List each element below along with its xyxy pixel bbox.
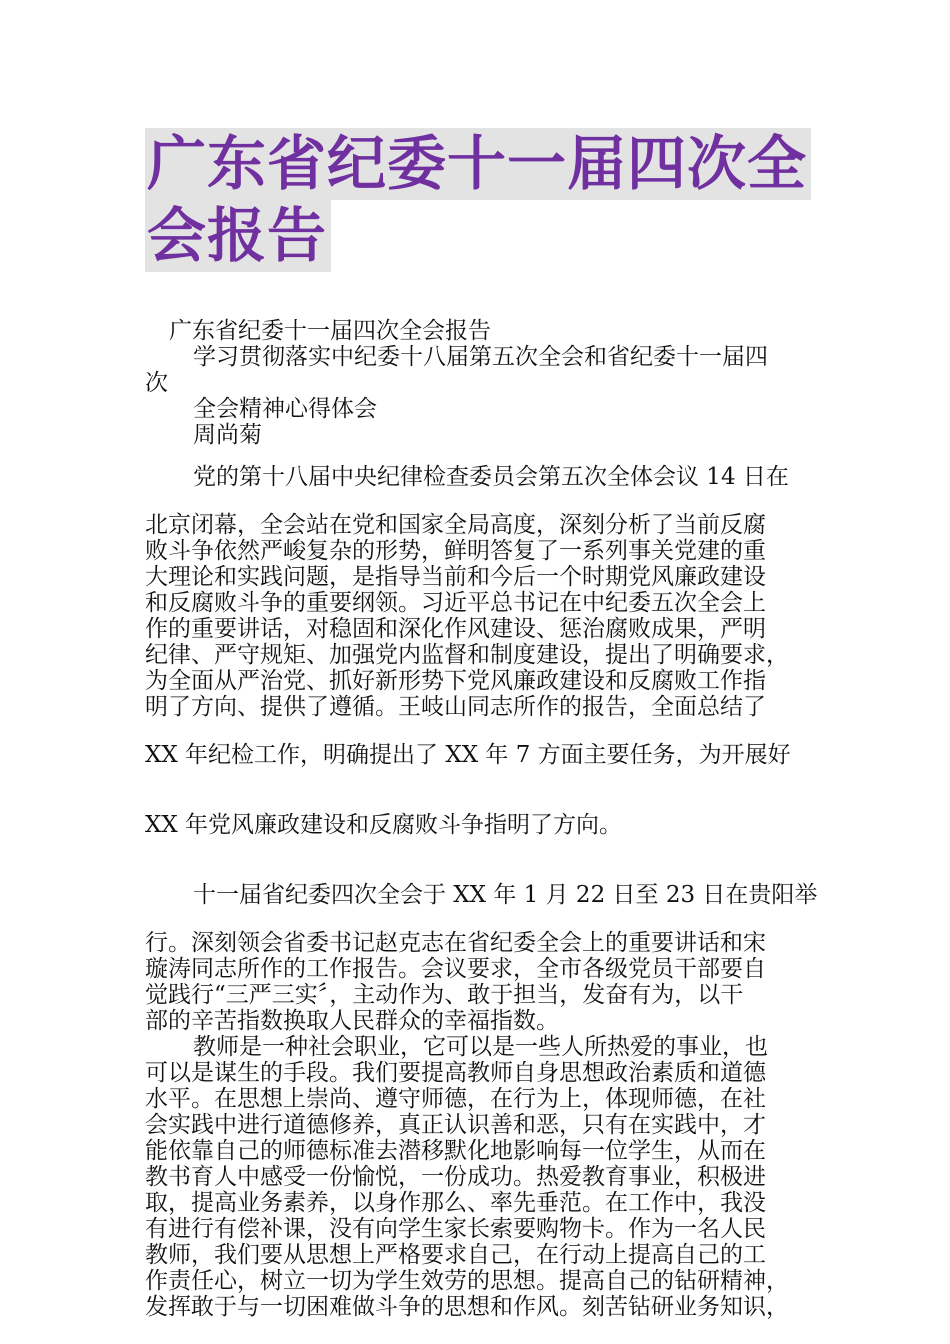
paragraph-line: 作的重要讲话，对稳固和深化作风建设、惩治腐败成果，严明 [145, 616, 766, 642]
paragraph-line: 觉践行“三严三实〞，主动作为、敢于担当，发奋有为，以干 [145, 982, 744, 1008]
paragraph-line: 可以是谋生的手段。我们要提高教师自身思想政治素质和道德 [145, 1060, 766, 1086]
paragraph-line: 大理论和实践问题，是指导当前和今后一个时期党风廉政建设 [145, 564, 766, 590]
heading-line: 学习贯彻落实中纪委十八届第五次全会和省纪委十一届四 [193, 344, 768, 370]
paragraph-line: XX 年纪检工作，明确提出了 XX 年 7 方面主要任务，为开展好 [145, 742, 791, 768]
paragraph-line: 党的第十八届中央纪律检查委员会第五次全体会议 14 日在 [193, 464, 789, 490]
paragraph-line: 北京闭幕，全会站在党和国家全局高度，深刻分析了当前反腐 [145, 512, 766, 538]
paragraph-line: 部的辛苦指数换取人民群众的幸福指数。 [145, 1008, 559, 1034]
document-title [145, 128, 825, 272]
paragraph-line: 为全面从严治党、抓好新形势下党风廉政建设和反腐败工作指 [145, 668, 766, 694]
heading-line: 次 [145, 370, 168, 396]
paragraph-line: 能依靠自己的师德标准去潜移默化地影响每一位学生，从而在 [145, 1138, 766, 1164]
title-line-2: 会报告 [145, 200, 331, 272]
paragraph-line: 有进行有偿补课，没有向学生家长索要购物卡。作为一名人民 [145, 1216, 766, 1242]
paragraph-line: 会实践中进行道德修养，真正认识善和恶，只有在实践中，才 [145, 1112, 766, 1138]
paragraph-line: 败斗争依然严峻复杂的形势，鲜明答复了一系列事关党建的重 [145, 538, 766, 564]
paragraph-line: 十一届省纪委四次全会于 XX 年 1 月 22 日至 23 日在贵阳举 [193, 882, 818, 908]
heading-line: 全会精神心得体会 [193, 396, 377, 422]
document-body [145, 318, 817, 1320]
paragraph-line: 纪律、严守规矩、加强党内监督和制度建设，提出了明确要求， [145, 642, 789, 668]
paragraph-line: 和反腐败斗争的重要纲领。习近平总书记在中纪委五次全会上 [145, 590, 766, 616]
title-line-1: 广东省纪委十一届四次全 [145, 128, 811, 200]
paragraph-line: 教师，我们要从思想上严格要求自己，在行动上提高自己的工 [145, 1242, 766, 1268]
paragraph-line: 水平。在思想上崇尚、遵守师德，在行为上，体现师德，在社 [145, 1086, 766, 1112]
paragraph-line: 行。深刻领会省委书记赵克志在省纪委全会上的重要讲话和宋 [145, 930, 766, 956]
paragraph-line: XX 年党风廉政建设和反腐败斗争指明了方向。 [145, 812, 623, 838]
paragraph-line: 取，提高业务素养，以身作那么、率先垂范。在工作中，我没 [145, 1190, 766, 1216]
paragraph-line: 教师是一种社会职业，它可以是一些人所热爱的事业，也 [193, 1034, 768, 1060]
paragraph-line: 发挥敢于与一切困难做斗争的思想和作风。刻苦钻研业务知识， [145, 1294, 789, 1320]
paragraph-line: 作责任心，树立一切为学生效劳的思想。提高自己的钻研精神， [145, 1268, 789, 1294]
paragraph-line: 明了方向、提供了遵循。王岐山同志所作的报告，全面总结了 [145, 694, 766, 720]
paragraph-line: 教书育人中感受一份愉悦，一份成功。热爱教育事业，积极进 [145, 1164, 766, 1190]
paragraph-line: 璇涛同志所作的工作报告。会议要求，全市各级党员干部要自 [145, 956, 766, 982]
author-line: 周尚菊 [193, 422, 262, 448]
subtitle-line: 广东省纪委十一届四次全会报告 [169, 318, 491, 344]
